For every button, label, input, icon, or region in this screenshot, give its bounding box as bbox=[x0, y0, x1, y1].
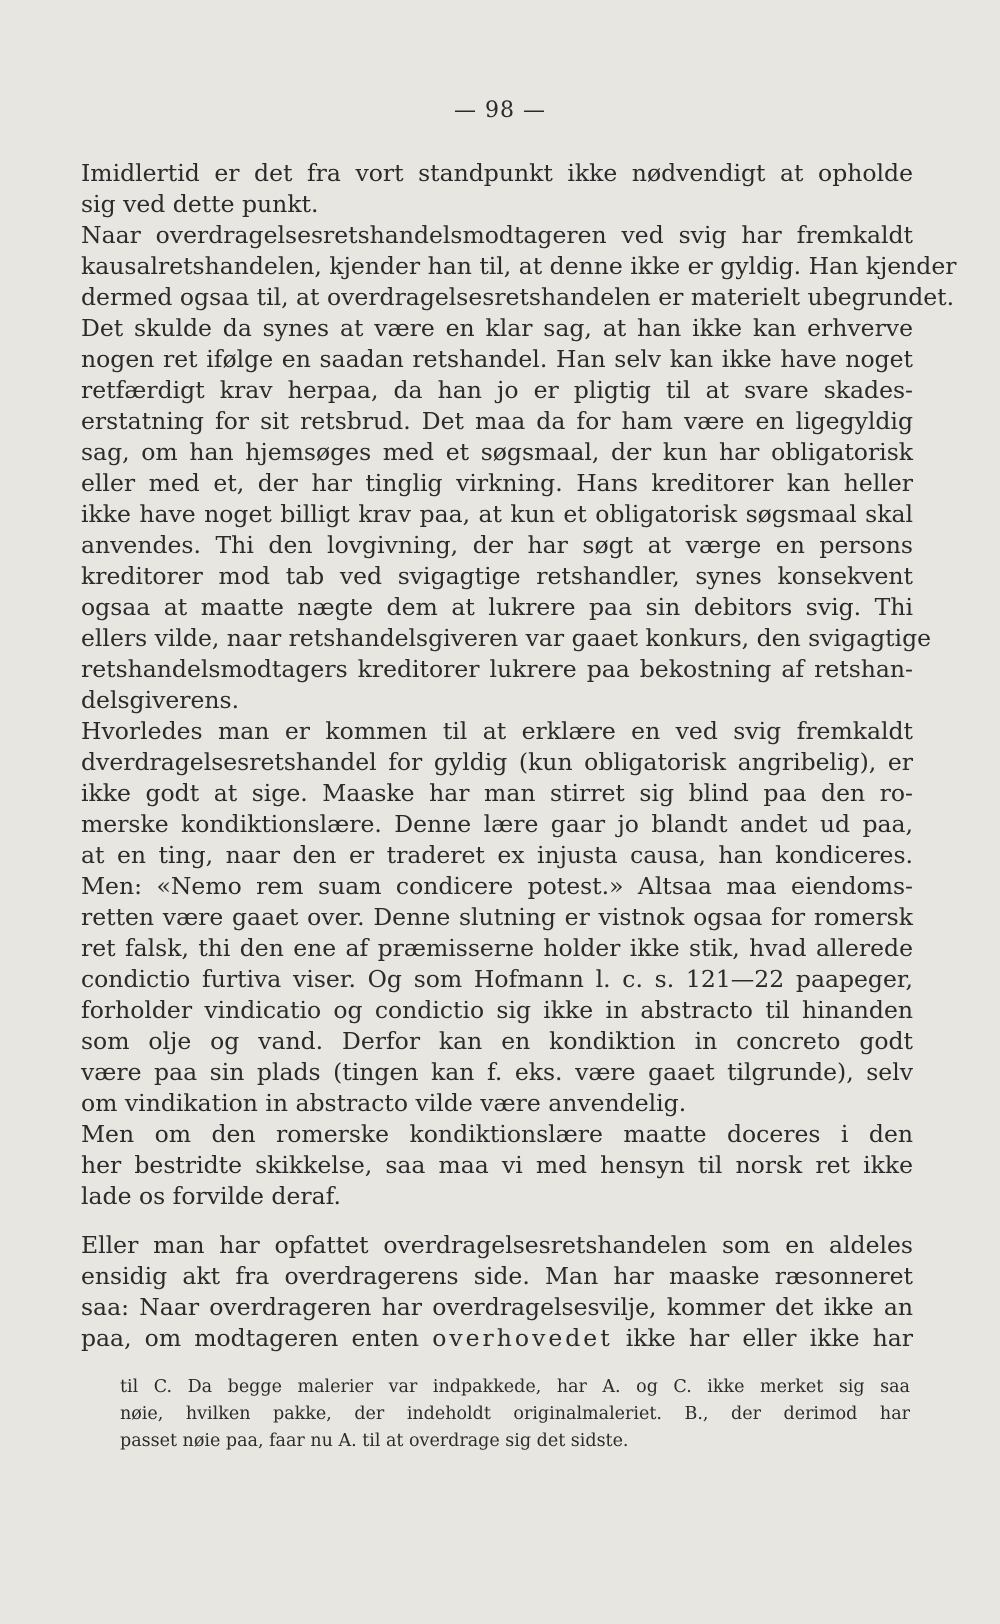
text-line: ikke godt at sige. Maaske har man stirret sig blind paa den ro- bbox=[81, 779, 913, 807]
text-line: sag, om han hjemsøges med et søgsmaal, der kun har obligatorisk bbox=[81, 438, 913, 466]
text-line: kreditorer mod tab ved svigagtige retshandler, synes konsekvent bbox=[81, 562, 913, 590]
text-line: Men om den romerske kondiktionslære maatte doceres i den bbox=[81, 1120, 913, 1148]
text-fragment: paa, om modtageren enten bbox=[81, 1324, 433, 1352]
page-number: — 98 — bbox=[454, 98, 546, 123]
text-line: retten være gaaet over. Denne slutning er vistnok ogsaa for romersk bbox=[81, 903, 913, 931]
text-line: som olje og vand. Derfor kan en kondiktion in concreto godt bbox=[81, 1027, 913, 1055]
text-fragment: ikke har eller ikke har bbox=[612, 1324, 914, 1352]
text-line: ellers vilde, naar retshandelsgiveren var gaaet konkurs, den svigagtige bbox=[81, 624, 932, 652]
text-line: være paa sin plads (tingen kan f. eks. være gaaet tilgrunde), selv bbox=[81, 1058, 913, 1086]
text-line: Imidlertid er det fra vort standpunkt ikke nødvendigt at opholde bbox=[81, 159, 913, 187]
text-line: delsgiverens. bbox=[81, 686, 240, 714]
text-line: eller med et, der har tinglig virkning. Hans kreditorer kan heller bbox=[81, 469, 913, 497]
text-line: forholder vindicatio og condictio sig ikke in abstracto til hinanden bbox=[81, 996, 913, 1024]
text-line: sig ved dette punkt. bbox=[81, 190, 319, 218]
text-line: Hvorledes man er kommen til at erklære en ved svig fremkaldt bbox=[81, 717, 913, 745]
text-line: ogsaa at maatte nægte dem at lukrere paa sin debitors svig. Thi bbox=[81, 593, 913, 621]
text-line: dermed ogsaa til, at overdragelsesretshandelen er materielt ubegrundet. bbox=[81, 283, 955, 311]
text-line: retshandelsmodtagers kreditorer lukrere paa bekostning af retshan- bbox=[81, 655, 913, 683]
text-line-final bbox=[81, 1323, 913, 1354]
spaced-emphasis: overhovedet bbox=[432, 1324, 613, 1352]
text-line: condictio furtiva viser. Og som Hofmann l. c. s. 121—22 paapeger, bbox=[81, 965, 913, 993]
text-line: lade os forvilde deraf. bbox=[81, 1182, 341, 1210]
text-line: kausalretshandelen, kjender han til, at denne ikke er gyldig. Han kjender bbox=[81, 252, 957, 280]
text-line: anvendes. Thi den lovgivning, der har søgt at værge en persons bbox=[81, 531, 913, 559]
text-line: om vindikation in abstracto vilde være anvendelig. bbox=[81, 1089, 687, 1117]
text-line: Men: «Nemo rem suam condicere potest.» Altsaa maa eiendoms- bbox=[81, 872, 913, 900]
text-line: ikke have noget billigt krav paa, at kun et obligatorisk søgsmaal skal bbox=[81, 500, 913, 528]
text-line: at en ting, naar den er traderet ex injusta causa, han kondiceres. bbox=[81, 841, 913, 869]
body-text bbox=[81, 158, 957, 1354]
footnote-line: nøie, hvilken pakke, der indeholdt originalmaleriet. B., der derimod har bbox=[120, 1404, 910, 1424]
footnote bbox=[120, 1374, 910, 1455]
text-line: her bestridte skikkelse, saa maa vi med hensyn til norsk ret ikke bbox=[81, 1151, 913, 1179]
text-line: ret falsk, thi den ene af præmisserne holder ikke stik, hvad allerede bbox=[81, 934, 913, 962]
text-line: nogen ret ifølge en saadan retshandel. Han selv kan ikke have noget bbox=[81, 345, 913, 373]
text-line: ensidig akt fra overdragerens side. Man har maaske ræsonneret bbox=[81, 1262, 913, 1290]
text-line: erstatning for sit retsbrud. Det maa da for ham være en ligegyldig bbox=[81, 407, 913, 435]
text-line: Det skulde da synes at være en klar sag, at han ikke kan erhverve bbox=[81, 314, 913, 342]
text-line: saa: Naar overdrageren har overdragelsesvilje, kommer det ikke an bbox=[81, 1293, 913, 1321]
text-line: merske kondiktionslære. Denne lære gaar jo blandt andet ud paa, bbox=[81, 810, 913, 838]
footnote-line: passet nøie paa, faar nu A. til at overdrage sig det sidste. bbox=[120, 1431, 629, 1451]
footnote-line: til C. Da begge malerier var indpakkede, har A. og C. ikke merket sig saa bbox=[120, 1377, 910, 1397]
text-line: dverdragelsesretshandel for gyldig (kun obligatorisk angribelig), er bbox=[81, 748, 913, 776]
text-line: Eller man har opfattet overdragelsesretshandelen som en aldeles bbox=[81, 1231, 913, 1259]
text-line: Naar overdragelsesretshandelsmodtageren ved svig har fremkaldt bbox=[81, 221, 913, 249]
text-line: retfærdigt krav herpaa, da han jo er pligtig til at svare skades- bbox=[81, 376, 913, 404]
